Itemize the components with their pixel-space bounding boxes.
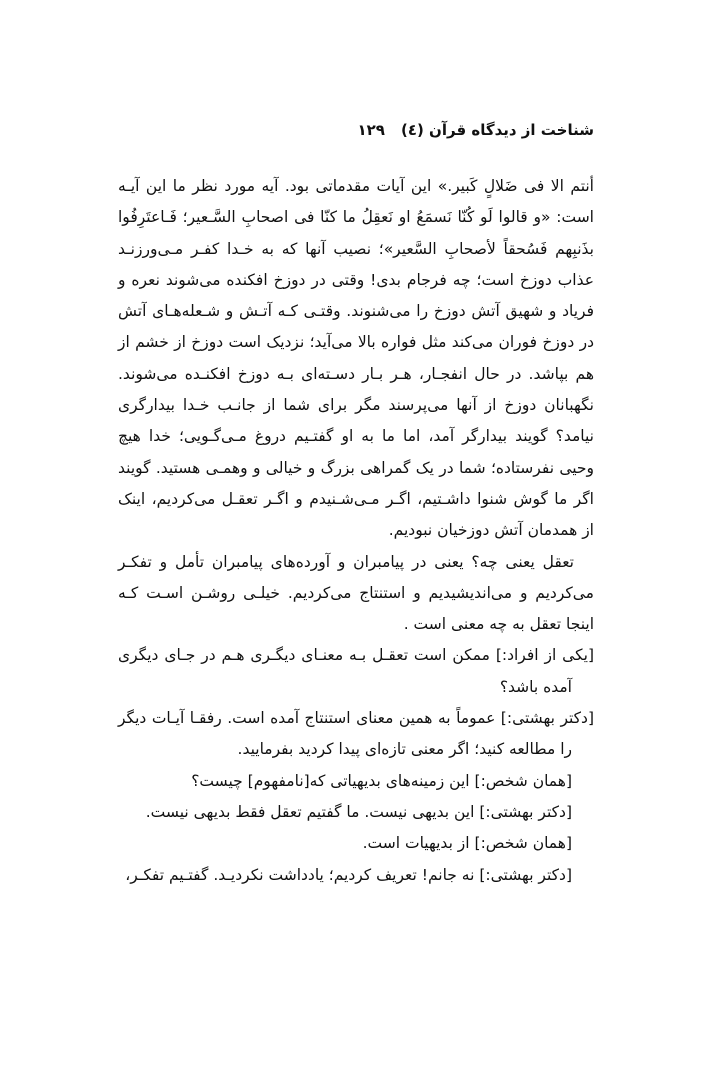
chapter-title: شناخت از دیدگاه قرآن (٤) (400, 121, 594, 139)
body-text (118, 171, 594, 891)
paragraph-taaqul-meaning: تعقل یعنی چه؟ یعنی در پیامبران و آورده‌های پیامبران تأمل و تفکـر می‌کردیم و می‌اندیشیدیم و استنتاج می‌کردیم. خیلـی روشـن اسـت کـه اینجا تعقل به چه معنی است . (118, 552, 594, 634)
dialog-answer: [دکتر بهشتی:] نه جانم! تعریف کردیم؛ یادداشت نکردیـد. گفتـیم تفکـر، (125, 865, 572, 884)
paragraph-quran-verses: أنتم الا فی ضَلالٍ کَبیر.» این آیات مقدماتی بود. آیه مورد نظر ما این آیـه است: «و قالوا لَو کُنّا نَسمَعُ او نَعقِلُ ما کنّا فی اصحابِ السَّـعیر؛ فَـاعتَرِفُوا بذَنبِهم فَسُحقاً لأصحابِ السَّعیر»؛ نصیب آنها که به خـدا کفـر مـی‌ورزنـد عذاب دوزخ است؛ چه فرجام بدی! وقتی در دوزخ افکنده می‌شوند نعره و فریاد و شهیق آتش دوزخ را می‌شنوند. وقتـی کـه آتـش و شـعله‌هـای آتش در دوزخ فوران می‌کند مثل فواره بالا می‌آید؛ نزدیک است دوزخ از خشم از هم بپاشد. در حال انفجـار، هـر بـار دسـته‌ای بـه دوزخ افکنـده می‌شوند. نگهبانان دوزخ از آنها می‌پرسند مگر برای شما از جانـب خـدا بیدارگری نیامد؟ گویند بیدارگر آمد، اما ما به او گفتـیم دروغ مـی‌گـویی؛ خدا هیچ وحیی نفرستاده؛ شما در یک گمراهی بزرگ و خیالی و وهمـی هستید. گویند اگر ما گوش شنوا داشـتیم، اگـر مـی‌شـنیدم و اگـر تعقـل می‌کردیم، اینک از همدمان آتش دوزخیان نبودیم. (118, 177, 594, 540)
dialog-answer: [دکتر بهشتی:] عموماً به همین معنای استنتاج آمده است. رفقـا آیـات دیگر را مطالعه کنید؛ اگر معنی تازه‌ای پیدا کردید بفرمایید. (118, 709, 594, 759)
dialog-question: [همان شخص:] این زمینه‌های بدیهیاتی که[نامفهوم] چیست؟ (191, 771, 572, 790)
page-number: ١٢٩ (357, 121, 385, 139)
running-header (118, 118, 594, 142)
dialog-question: [یکی از افراد:] ممکن است تعقـل بـه معنـای دیگـری هـم در جـای دیگری آمده باشد؟ (118, 646, 594, 696)
dialog-answer: [دکتر بهشتی:] این بدیهی نیست. ما گفتیم تعقل فقط بدیهی نیست. (145, 802, 572, 821)
dialog-question: [همان شخص:] از بدیهیات است. (362, 834, 572, 853)
